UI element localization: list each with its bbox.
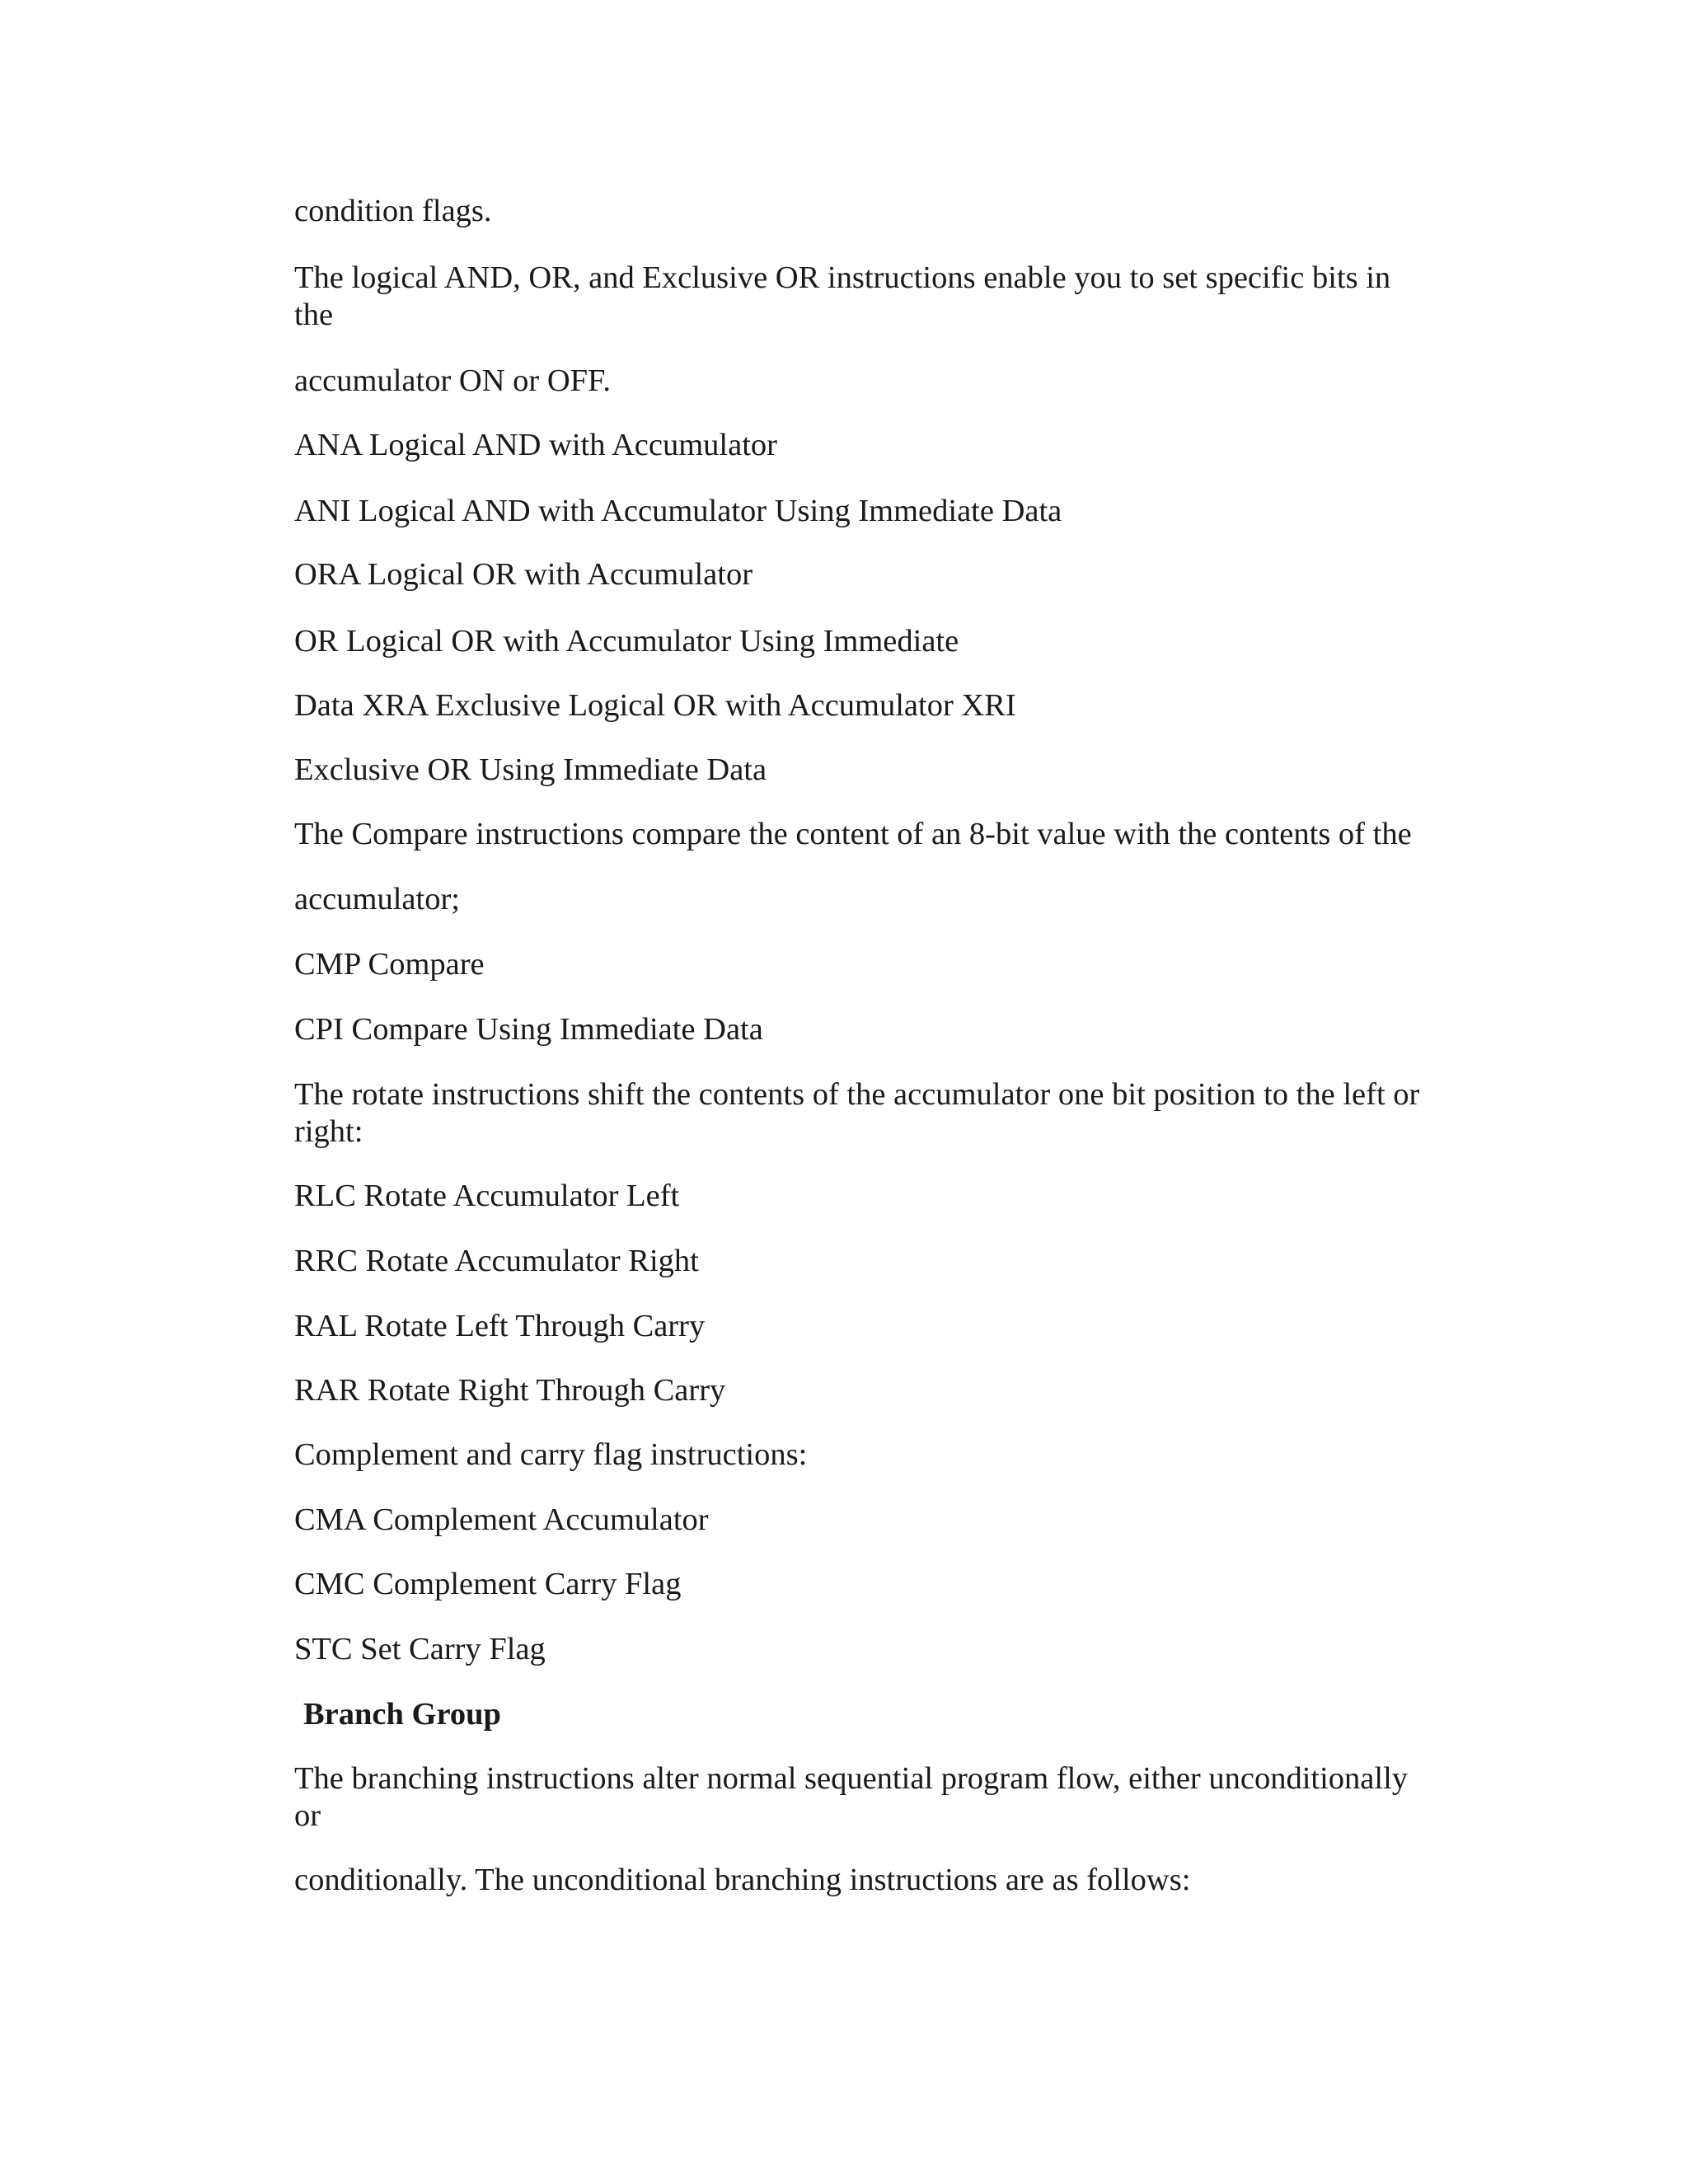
text-line: RAL Rotate Left Through Carry xyxy=(294,1309,706,1343)
text-line: RRC Rotate Accumulator Right xyxy=(294,1244,699,1278)
text-line: Data XRA Exclusive Logical OR with Accumulator XRI xyxy=(294,688,1016,723)
text-line: accumulator; xyxy=(294,882,460,916)
text-line: CPI Compare Using Immediate Data xyxy=(294,1012,763,1047)
text-line: Exclusive OR Using Immediate Data xyxy=(294,752,767,787)
text-line: right: xyxy=(294,1114,363,1149)
text-line: ANI Logical AND with Accumulator Using Immediate Data xyxy=(294,494,1062,528)
text-line: The branching instructions alter normal sequential program flow, either unconditionally xyxy=(294,1761,1409,1796)
text-line: STC Set Carry Flag xyxy=(294,1632,546,1666)
text-line: CMC Complement Carry Flag xyxy=(294,1567,682,1601)
text-line: CMP Compare xyxy=(294,947,485,982)
text-line: OR Logical OR with Accumulator Using Immediate xyxy=(294,624,959,658)
text-line: The logical AND, OR, and Exclusive OR instructions enable you to set specific bits in xyxy=(294,260,1391,295)
text-line: accumulator ON or OFF. xyxy=(294,363,611,398)
text-line: or xyxy=(294,1798,321,1833)
text-line: conditionally. The unconditional branching instructions are as follows: xyxy=(294,1863,1191,1897)
text-line: the xyxy=(294,298,334,332)
text-line: ORA Logical OR with Accumulator xyxy=(294,557,753,592)
text-line: condition flags. xyxy=(294,194,492,228)
text-line: Complement and carry flag instructions: xyxy=(294,1437,808,1472)
text-line: The Compare instructions compare the content of an 8-bit value with the contents of the xyxy=(294,817,1412,851)
text-line: RAR Rotate Right Through Carry xyxy=(294,1373,726,1408)
text-line: ANA Logical AND with Accumulator xyxy=(294,428,777,462)
text-line: RLC Rotate Accumulator Left xyxy=(294,1179,680,1213)
text-line: The rotate instructions shift the contents of the accumulator one bit position to the left or xyxy=(294,1077,1420,1112)
section-heading: Branch Group xyxy=(303,1697,501,1732)
text-line: CMA Complement Accumulator xyxy=(294,1502,709,1537)
